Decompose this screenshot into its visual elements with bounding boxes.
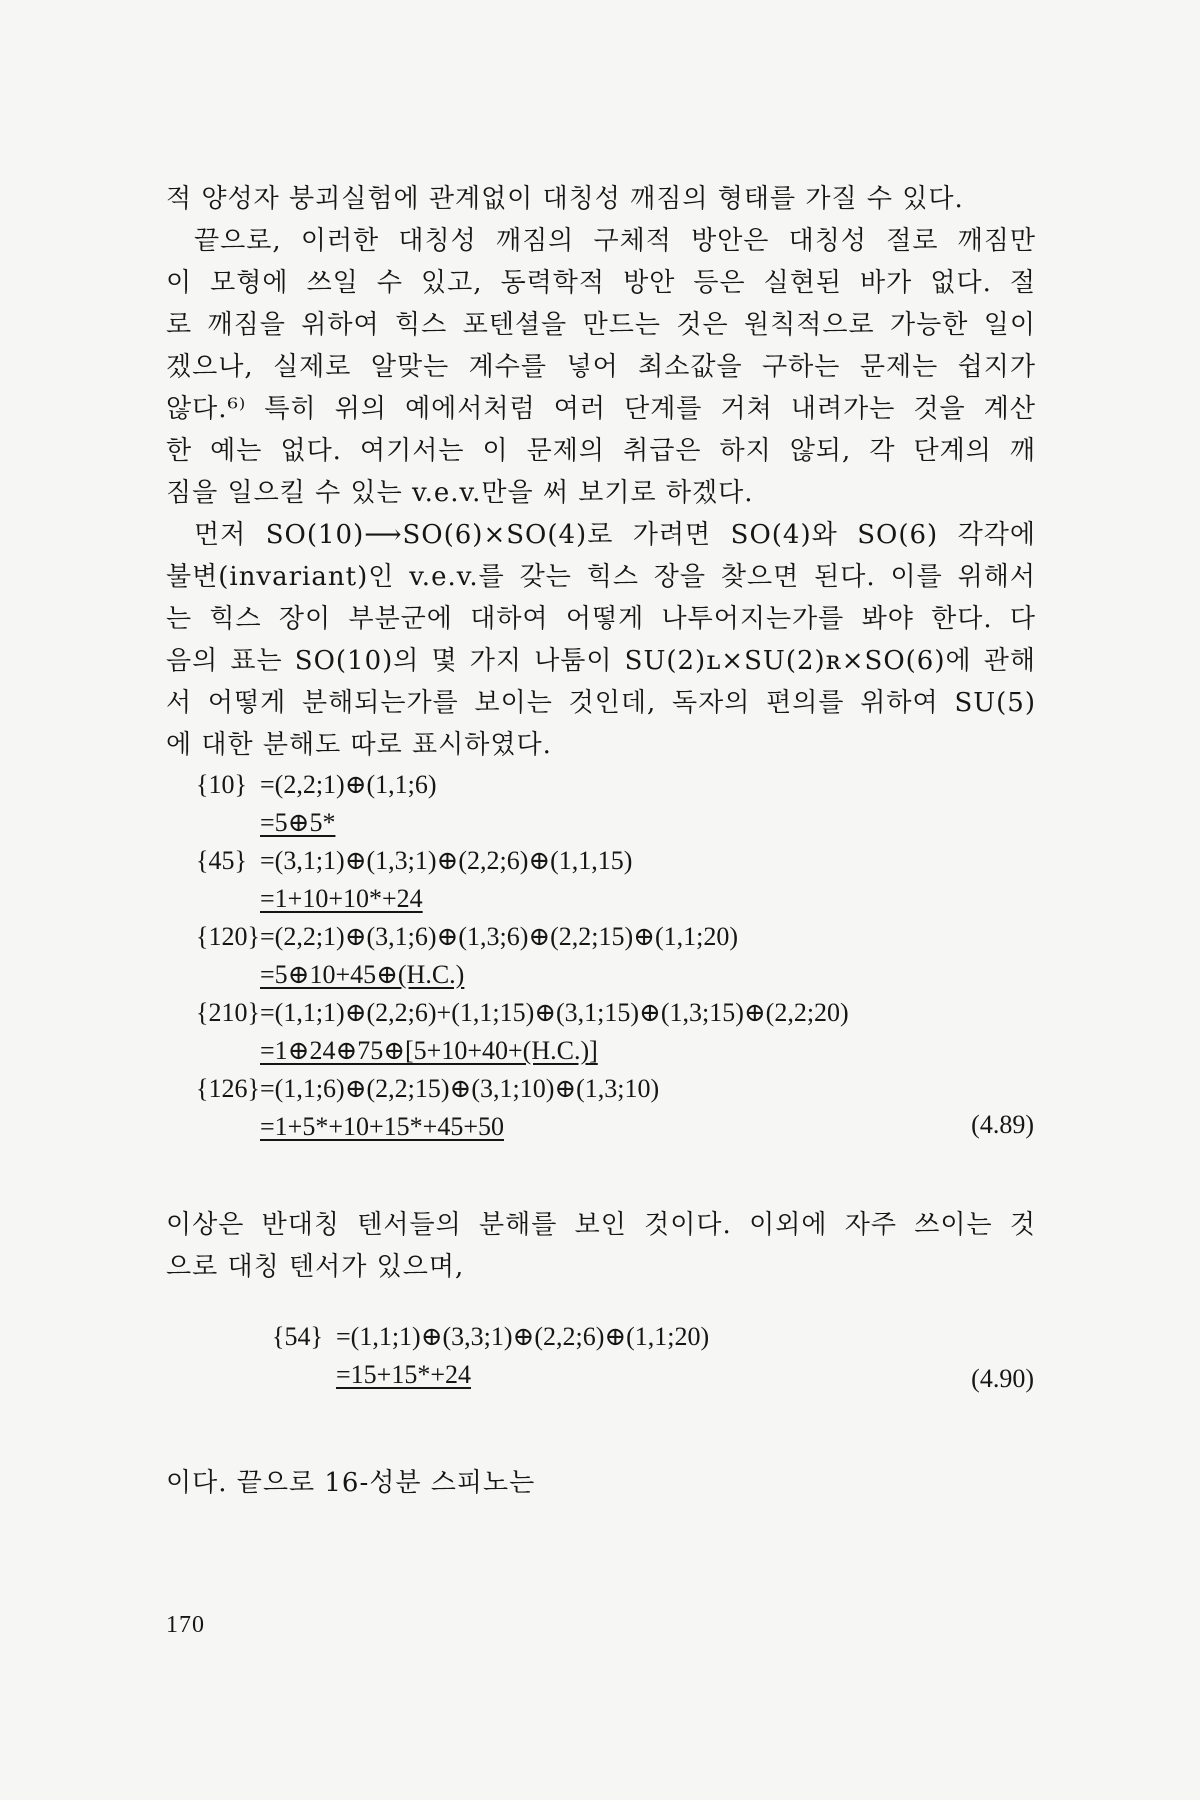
text-line: 로 깨짐을 위하여 힉스 포텐셜을 만드는 것은 원칙적으로 가능한 일이 bbox=[166, 310, 1036, 340]
su5-decomposition: =1⊕24⊕75⊕[5+10+40+(H.C.)] bbox=[260, 1036, 598, 1065]
paragraph-2 bbox=[166, 220, 1036, 514]
decomposition: =(1,1;1)⊕(3,3;1)⊕(2,2;6)⊕(1,1;20) bbox=[336, 1322, 710, 1351]
text-line: 으로 대칭 텐서가 있으며, bbox=[166, 1252, 465, 1282]
decomposition: =(2,2;1)⊕(1,1;6) bbox=[260, 770, 437, 799]
equation-row bbox=[196, 918, 849, 956]
equation-block-490 bbox=[272, 1318, 709, 1394]
paragraph-4 bbox=[166, 1204, 1036, 1288]
equation-row bbox=[272, 1318, 709, 1356]
page-number: 170 bbox=[166, 1612, 205, 1638]
equation-row bbox=[196, 804, 849, 842]
decomposition: =(2,2;1)⊕(3,1;6)⊕(1,3;6)⊕(2,2;15)⊕(1,1;20) bbox=[260, 922, 739, 951]
equation-number: (4.89) bbox=[971, 1110, 1034, 1139]
paragraph-3 bbox=[166, 514, 1036, 766]
rep-label: {45} bbox=[196, 846, 247, 875]
su5-decomposition: =1+10+10*+24 bbox=[260, 884, 423, 913]
text-line: 이 모형에 쓰일 수 있고, 동력학적 방안 등은 실현된 바가 없다. 절 bbox=[166, 268, 1036, 298]
equation-row bbox=[196, 1032, 849, 1070]
decomposition: =(1,1;1)⊕(2,2;6)+(1,1;15)⊕(3,1;15)⊕(1,3;15)⊕(2,2;20) bbox=[260, 998, 849, 1027]
decomposition: =(3,1;1)⊕(1,3;1)⊕(2,2;6)⊕(1,1,15) bbox=[260, 846, 633, 875]
equation-row bbox=[196, 880, 849, 918]
su5-decomposition: =5⊕10+45⊕(H.C.) bbox=[260, 960, 465, 989]
equation-row bbox=[196, 1070, 849, 1108]
su5-decomposition: =5⊕5* bbox=[260, 808, 336, 837]
equation-number: (4.90) bbox=[971, 1364, 1034, 1393]
equation-row bbox=[196, 766, 849, 804]
text-line: 적 양성자 붕괴실험에 관계없이 대칭성 깨짐의 형태를 가질 수 있다. bbox=[166, 184, 964, 214]
equation-row bbox=[272, 1356, 709, 1394]
text-line: 이상은 반대칭 텐서들의 분해를 보인 것이다. 이외에 자주 쓰이는 것 bbox=[166, 1210, 1036, 1240]
paragraph-1 bbox=[166, 178, 1036, 220]
su5-decomposition: =1+5*+10+15*+45+50 bbox=[260, 1112, 504, 1141]
text-line: 이다. 끝으로 16-성분 스피노는 bbox=[166, 1468, 536, 1498]
text-line: 않다.⁶⁾ 특히 위의 예에서처럼 여러 단계를 거쳐 내려가는 것을 계산 bbox=[166, 394, 1036, 424]
text-line: 불변(invariant)인 v.e.v.를 갖는 힉스 장을 찾으면 된다. 이를 위해서 bbox=[166, 562, 1036, 592]
rep-label: {10} bbox=[196, 770, 247, 799]
equation-row bbox=[196, 1108, 849, 1146]
text-line: 짐을 일으킬 수 있는 v.e.v.만을 써 보기로 하겠다. bbox=[166, 478, 754, 508]
text-line: 끝으로, 이러한 대칭성 깨짐의 구체적 방안은 대칭성 절로 깨짐만 bbox=[194, 226, 1036, 256]
text-line: 서 어떻게 분해되는가를 보이는 것인데, 독자의 편의를 위하여 SU(5) bbox=[166, 688, 1036, 718]
text-line: 먼저 SO(10)⟶SO(6)×SO(4)로 가려면 SO(4)와 SO(6) 각각에 bbox=[194, 520, 1036, 550]
equation-row bbox=[196, 994, 849, 1032]
equation-row bbox=[196, 842, 849, 880]
text-line: 음의 표는 SO(10)의 몇 가지 나툼이 SU(2)ʟ×SU(2)ʀ×SO(6)에 관해 bbox=[166, 646, 1036, 676]
rep-label: {54} bbox=[272, 1322, 323, 1351]
text-line: 는 힉스 장이 부분군에 대하여 어떻게 나투어지는가를 봐야 한다. 다 bbox=[166, 604, 1036, 634]
rep-label: {120} bbox=[196, 922, 260, 951]
equation-row bbox=[196, 956, 849, 994]
text-line: 에 대한 분해도 따로 표시하였다. bbox=[166, 730, 552, 760]
text-line: 겠으나, 실제로 알맞는 계수를 넣어 최소값을 구하는 문제는 쉽지가 bbox=[166, 352, 1036, 382]
text-line: 한 예는 없다. 여기서는 이 문제의 취급은 하지 않되, 각 단계의 깨 bbox=[166, 436, 1036, 466]
paragraph-5 bbox=[166, 1462, 1036, 1504]
equation-block-489 bbox=[196, 766, 849, 1146]
decomposition: =(1,1;6)⊕(2,2;15)⊕(3,1;10)⊕(1,3;10) bbox=[260, 1074, 660, 1103]
su5-decomposition: =15+15*+24 bbox=[336, 1360, 471, 1389]
rep-label: {210} bbox=[196, 998, 260, 1027]
rep-label: {126} bbox=[196, 1074, 260, 1103]
